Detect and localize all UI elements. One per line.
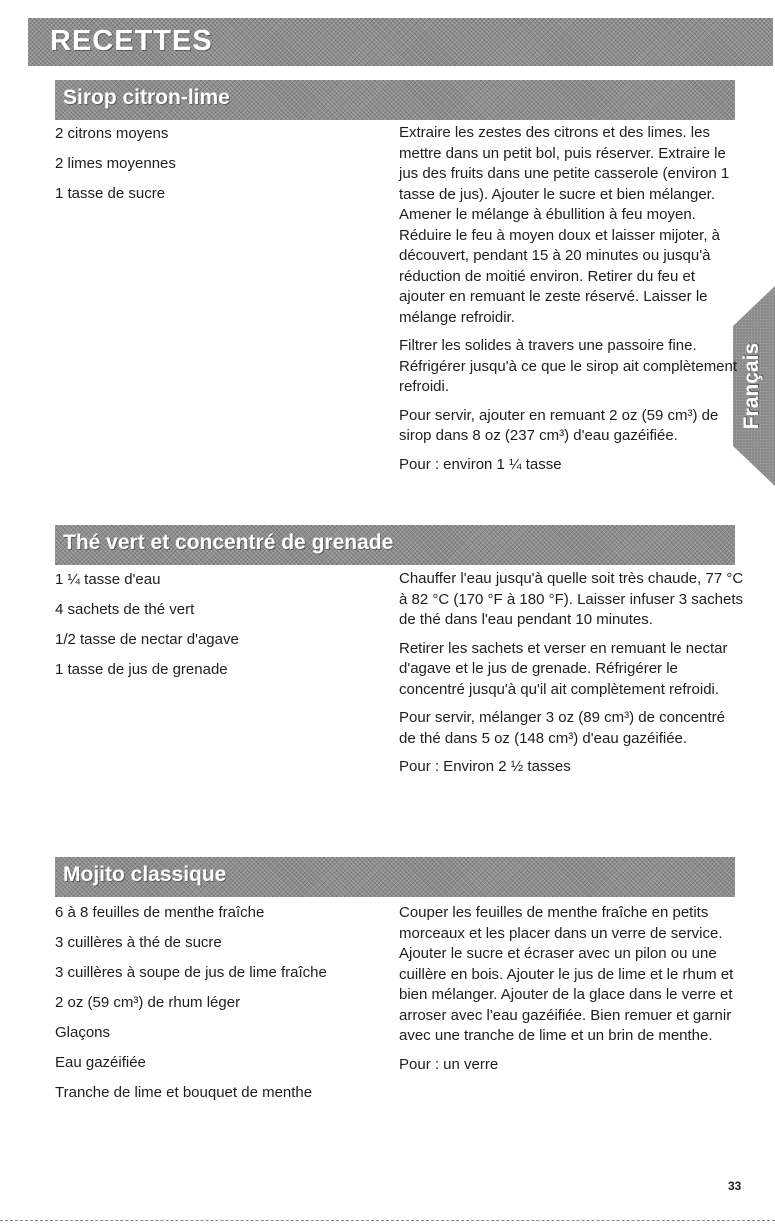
method-step: Extraire les zestes des citrons et des limes. les mettre dans un petit bol, puis réserver. Extraire le jus des fruits dans une petite casserole (environ 1 tasse de jus). Ajouter le sucre et bien mélanger. Amener le mélange à ébullition à feu moyen. Réduire le feu à moyen doux et laisser mijoter, à découvert, pendant 15 à 20 minutes ou jusqu'à réduction de moitié environ. Retirer du feu et ajouter en remuant le zeste réservé. Laisser le mélange refroidir. xyxy=(399,124,730,326)
ingredient-list xyxy=(55,124,375,214)
section-title-bar xyxy=(55,857,735,897)
recipe-title: Sirop citron-lime xyxy=(63,86,230,109)
ingredient-item: 1/2 tasse de nectar d'agave xyxy=(55,631,239,648)
method-step: Chauffer l'eau jusqu'à quelle soit très chaude, 77 °C à 82 °C (170 °F à 180 °F). Laisser infuser 3 sachets de thé dans l'eau pendant 10 minutes. xyxy=(399,570,744,628)
ingredient-item: 2 limes moyennes xyxy=(55,155,176,172)
recipe-yield: Pour : environ 1 ¼ tasse xyxy=(399,455,562,473)
ingredient-item: 1 ¼ tasse d'eau xyxy=(55,571,161,588)
method-text xyxy=(399,903,744,1083)
method-step: Filtrer les solides à travers une passoire fine. Réfrigérer jusqu'à ce que le sirop ait complètement refroidi. xyxy=(399,337,738,395)
method-step: Retirer les sachets et verser en remuant le nectar d'agave et le jus de grenade. Réfrigérer le concentré jusqu'à qu'il ait complètement refroidi. xyxy=(399,639,728,698)
recipe-yield: Pour : un verre xyxy=(399,1055,499,1073)
method-text xyxy=(399,569,744,786)
ingredient-item: Tranche de lime et bouquet de menthe xyxy=(55,1084,313,1101)
recipe-title: Mojito classique xyxy=(63,863,227,886)
recipe-yield: Pour : Environ 2 ½ tasses xyxy=(399,758,571,775)
header-bar xyxy=(28,18,773,66)
recipe-title: Thé vert et concentré de grenade xyxy=(63,531,394,554)
ingredient-item: Eau gazéifiée xyxy=(55,1054,146,1071)
section-title-bar xyxy=(55,525,735,565)
ingredient-item: 4 sachets de thé vert xyxy=(55,601,195,618)
ingredient-item: 3 cuillères à soupe de jus de lime fraîche xyxy=(55,964,327,981)
language-label: Français xyxy=(740,342,763,430)
page-title: RECETTES xyxy=(50,25,213,57)
method-text xyxy=(399,123,744,483)
ingredient-list xyxy=(55,570,375,690)
method-step: Pour servir, mélanger 3 oz (89 cm³) de concentré de thé dans 5 oz (148 cm³) d'eau gazéifiée. xyxy=(399,709,725,747)
ingredient-item: 3 cuillères à thé de sucre xyxy=(55,934,222,951)
ingredient-item: 1 tasse de jus de grenade xyxy=(55,661,228,678)
method-step: Couper les feuilles de menthe fraîche en petits morceaux et les placer dans un verre de service. Ajouter le sucre et écraser avec un pilon ou une cuillère en bois. Ajouter le jus de lime et le rhum et bien mélanger. Ajouter de la glace dans le verre et arroser avec l'eau gazéifiée. Bien remuer et garnir avec une tranche de lime et un brin de menthe. xyxy=(399,904,734,1044)
section-title-bar xyxy=(55,80,735,120)
ingredient-item: 2 oz (59 cm³) de rhum léger xyxy=(55,994,241,1011)
bottom-divider xyxy=(0,1220,775,1221)
ingredient-item: 1 tasse de sucre xyxy=(55,185,166,202)
ingredient-list xyxy=(55,903,375,1113)
method-step: Pour servir, ajouter en remuant 2 oz (59 cm³) de sirop dans 8 oz (237 cm³) d'eau gazéifiée. xyxy=(399,406,719,444)
ingredient-item: 6 à 8 feuilles de menthe fraîche xyxy=(55,904,265,921)
ingredient-item: 2 citrons moyens xyxy=(55,125,169,142)
ingredient-item: Glaçons xyxy=(55,1024,111,1041)
page-number: 33 xyxy=(728,1179,742,1193)
